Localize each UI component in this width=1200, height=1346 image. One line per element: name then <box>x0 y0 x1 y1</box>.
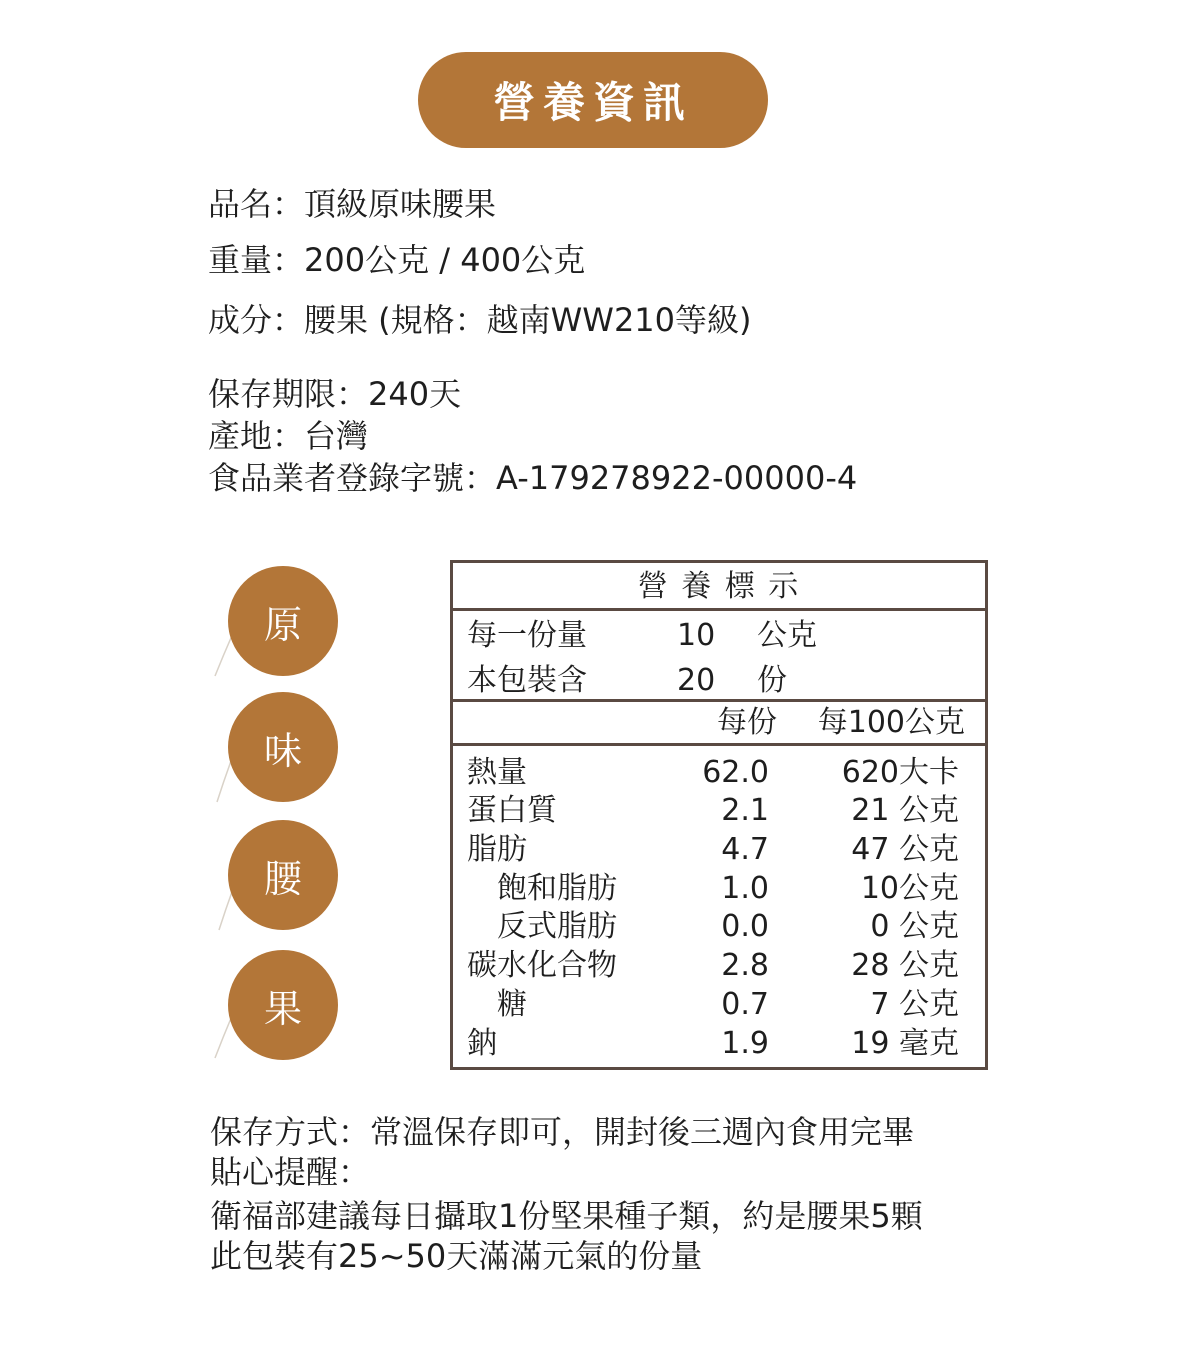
nutrient-per-100g: 28 公克 <box>851 948 959 983</box>
divider <box>453 608 985 611</box>
nutrient-per-100g: 21 公克 <box>851 793 959 828</box>
col-header-per-serving: 每份 <box>717 705 777 740</box>
badge-label: 果 <box>263 986 302 1031</box>
badge-circle <box>228 566 338 676</box>
badge-circle <box>228 950 338 1060</box>
badge-circle <box>228 820 338 930</box>
nutrient-name: 反式脂肪 <box>497 909 617 944</box>
badge-label: 味 <box>263 728 302 773</box>
nutrient-name: 蛋白質 <box>467 793 557 828</box>
nutrient-per-serving: 0.7 <box>721 987 769 1022</box>
section-title-pill <box>418 52 768 148</box>
servings-per-pack-value: 20 <box>677 663 716 698</box>
col-header-per-100g: 每100公克 <box>817 705 965 740</box>
badge-circle <box>228 692 338 802</box>
product-weight: 重量：200公克 / 400公克 <box>208 241 586 279</box>
divider <box>453 699 985 702</box>
nutrient-per-100g: 620大卡 <box>841 755 959 790</box>
nutrient-per-100g: 7 公克 <box>870 987 959 1022</box>
serving-size-unit: 公克 <box>757 618 817 653</box>
servings-per-pack-label: 本包裝含 <box>467 663 587 698</box>
nutrient-per-serving: 62.0 <box>702 755 769 790</box>
nutrient-name: 鈉 <box>467 1026 497 1061</box>
section-title: 營養資訊 <box>492 78 693 127</box>
badge-label: 原 <box>263 602 302 647</box>
product-shelf-life: 保存期限：240天 <box>208 375 462 413</box>
nutrient-name: 碳水化合物 <box>467 948 617 983</box>
tips-label: 貼心提醒： <box>210 1153 371 1191</box>
product-origin: 產地：台灣 <box>208 417 369 455</box>
nutrient-per-serving: 1.0 <box>721 871 769 906</box>
nutrient-name: 飽和脂肪 <box>497 871 617 906</box>
nutrient-per-100g: 19 毫克 <box>851 1026 959 1061</box>
product-ingredients: 成分：腰果 (規格：越南WW210等級) <box>208 301 752 339</box>
storage-method: 保存方式：常溫保存即可，開封後三週內食用完畢 <box>210 1113 915 1151</box>
nutrient-per-100g: 0 公克 <box>870 909 959 944</box>
tips-line: 此包裝有25~50天滿滿元氣的份量 <box>210 1237 703 1275</box>
nutrient-per-100g: 10公克 <box>860 871 959 906</box>
nutrient-per-100g: 47 公克 <box>851 832 959 867</box>
nutrient-per-serving: 1.9 <box>721 1026 769 1061</box>
divider <box>453 743 985 746</box>
nutrient-name: 脂肪 <box>467 832 527 867</box>
nutrient-name: 熱量 <box>467 755 527 790</box>
product-registration: 食品業者登錄字號：A-179278922-00000-4 <box>208 459 858 497</box>
nutrition-title: 營 養 標 示 <box>637 569 801 604</box>
serving-size-value: 10 <box>677 618 716 653</box>
nutrient-name: 糖 <box>497 987 527 1022</box>
tips-line: 衛福部建議每日攝取1份堅果種子類，約是腰果5顆 <box>210 1197 923 1235</box>
servings-per-pack-unit: 份 <box>757 663 787 698</box>
badge-label: 腰 <box>263 856 302 901</box>
nutrient-per-serving: 2.1 <box>721 793 769 828</box>
nutrient-per-serving: 2.8 <box>721 948 769 983</box>
serving-size-label: 每一份量 <box>467 618 587 653</box>
nutrient-per-serving: 0.0 <box>721 909 769 944</box>
nutrition-panel <box>450 560 988 1070</box>
nutrient-per-serving: 4.7 <box>721 832 769 867</box>
product-name: 品名：頂級原味腰果 <box>208 185 497 223</box>
